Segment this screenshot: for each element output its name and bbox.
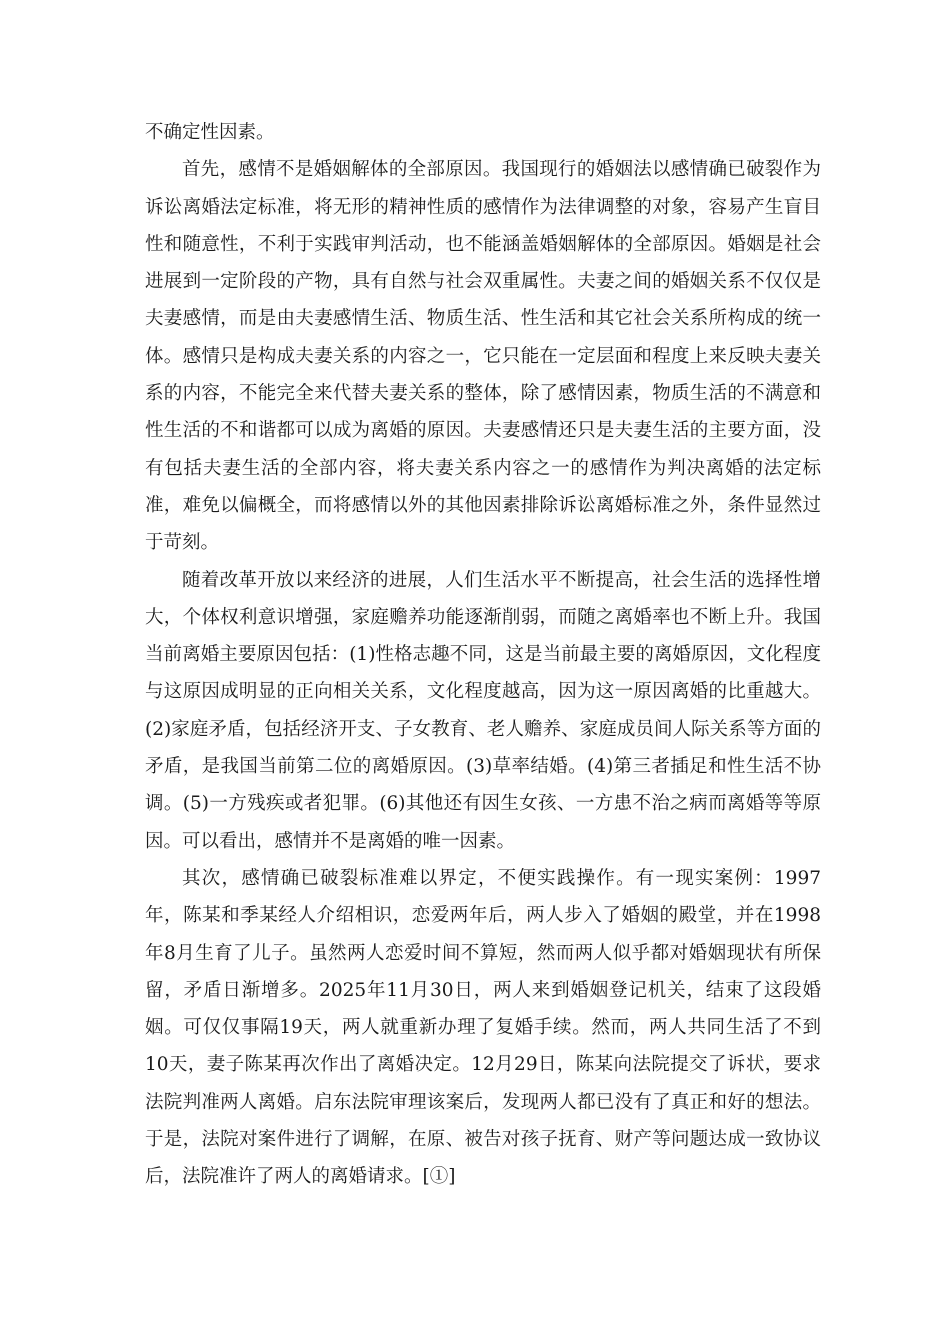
document-body bbox=[145, 114, 821, 1196]
paragraph-divorce-causes: 随着改革开放以来经济的进展，人们生活水平不断提高，社会生活的选择性增大，个体权利意识增强，家庭赡养功能逐渐削弱，而随之离婚率也不断上升。我国当前离婚主要原因包括：(1)性格志趣不同，这是当前最主要的离婚原因，文化程度与这原因成明显的正向相关关系，文化程度越高，因为这一原因离婚的比重越大。(2)家庭矛盾，包括经济开支、子女教育、老人赡养、家庭成员间人际关系等方面的矛盾，是我国当前第二位的离婚原因。(3)草率结婚。(4)第三者插足和性生活不协调。(5)一方残疾或者犯罪。(6)其他还有因生女孩、一方患不治之病而离婚等等原因。可以看出，感情并不是离婚的唯一因素。 bbox=[145, 569, 821, 852]
paragraph-emotion-not-sole-cause: 首先，感情不是婚姻解体的全部原因。我国现行的婚姻法以感情确已破裂作为诉讼离婚法定标准，将无形的精神性质的感情作为法律调整的对象，容易产生盲目性和随意性，不利于实践审判活动，也不能涵盖婚姻解体的全部原因。婚姻是社会进展到一定阶段的产物，具有自然与社会双重属性。夫妻之间的婚姻关系不仅仅是夫妻感情，而是由夫妻感情生活、物质生活、性生活和其它社会关系所构成的统一体。感情只是构成夫妻关系的内容之一，它只能在一定层面和程度上来反映夫妻关系的内容，不能完全来代替夫妻关系的整体，除了感情因素，物质生活的不满意和性生活的不和谐都可以成为离婚的原因。夫妻感情还只是夫妻生活的主要方面，没有包括夫妻生活的全部内容，将夫妻关系内容之一的感情作为判决离婚的法定标准，难免以偏概全，而将感情以外的其他因素排除诉讼离婚标准之外，条件显然过于苛刻。 bbox=[145, 159, 821, 554]
paragraph-case-example: 其次，感情确已破裂标准难以界定，不便实践操作。有一现实案例：1997年，陈某和季某经人介绍相识，恋爱两年后，两人步入了婚姻的殿堂，并在1998年8月生育了儿子。虽然两人恋爱时间不算短，然而两人似乎都对婚姻现状有所保留，矛盾日渐增多。2025年11月30日，两人来到婚姻登记机关，结束了这段婚姻。可仅仅事隔19天，两人就重新办理了复婚手续。然而，两人共同生活了不到10天，妻子陈某再次作出了离婚决定。12月29日，陈某向法院提交了诉状，要求法院判准两人离婚。启东法院审理该案后，发现两人都已没有了真正和好的想法。于是，法院对案件进行了调解，在原、被告对孩子抚育、财产等问题达成一致协议后，法院准许了两人的离婚请求。[①] bbox=[145, 867, 821, 1188]
paragraph-continuation: 不确定性因素。 bbox=[145, 122, 275, 143]
